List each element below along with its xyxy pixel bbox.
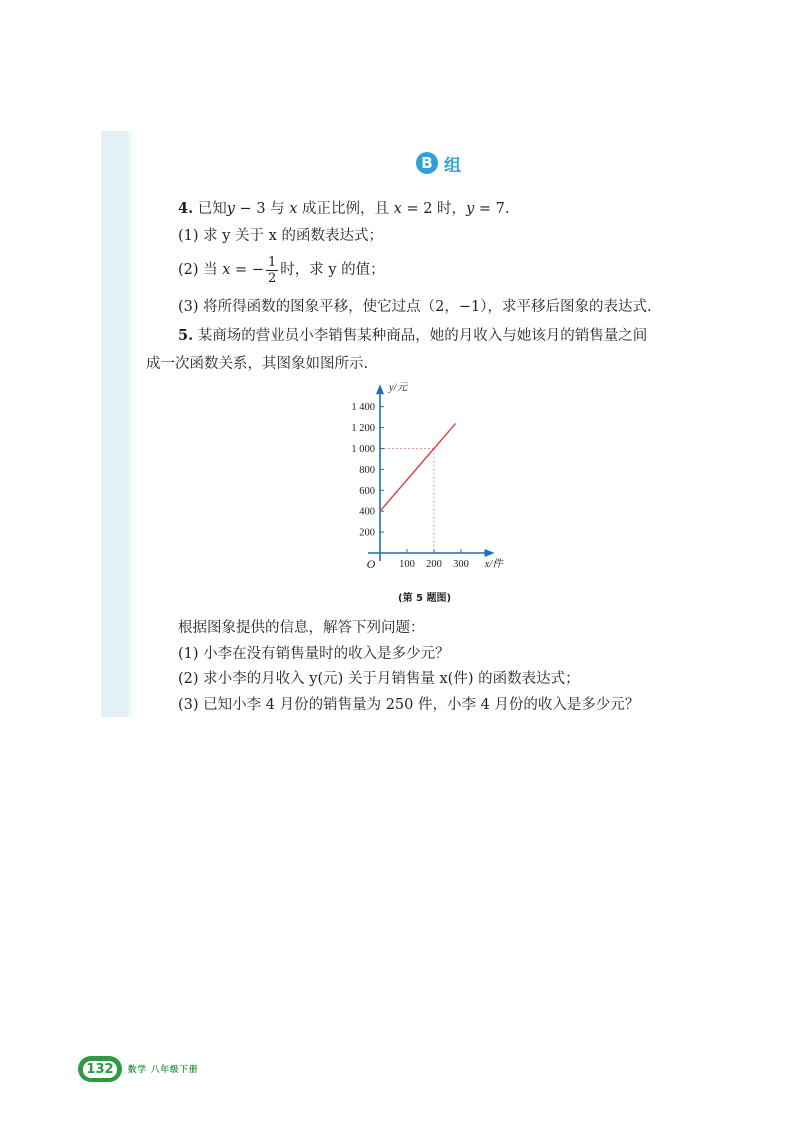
problem4-q2-text-a: (2) 当 (178, 262, 223, 278)
y-tick-label: 1 000 (351, 444, 375, 455)
problem5-q2: (2) 求小李的月收入 y(元) 关于月销售量 x(件) 的函数表达式； (178, 671, 580, 687)
y-axis-arrow (376, 384, 384, 394)
group-header (416, 150, 461, 176)
problem5-q1: (1) 小李在没有销售量时的收入是多少元？ (178, 646, 450, 662)
x-axis-arrow (485, 549, 495, 557)
side-band (101, 131, 129, 717)
problem5-stem-text1: 某商场的营业员小李销售某种商品，她的月收入与她该月的销售量之间 (197, 328, 648, 344)
y-tick-label: 1 200 (351, 423, 375, 435)
problem4-var-x2: x (393, 201, 402, 217)
problem5-number: 5. (178, 327, 194, 344)
problem4-q2-var: x (222, 262, 231, 278)
problem4-stem-text-d: = 2 时， (401, 201, 467, 217)
page-number-badge (78, 1056, 122, 1082)
problem4-var-y2: y (466, 201, 475, 217)
book-title: 数学 八年级下册 (128, 1065, 199, 1075)
problem4-stem-text-b: − 3 与 (234, 201, 290, 217)
y-axis-label: y/元 (389, 382, 408, 394)
page-number: 132 (83, 1061, 116, 1078)
group-label: 组 (444, 155, 461, 176)
problem5-stem-line1 (178, 326, 647, 346)
problem4-q1: (1) 求 y 关于 x 的函数表达式； (178, 228, 383, 244)
problem4-number: 4. (178, 200, 194, 217)
problem4-stem (178, 199, 509, 219)
fraction-numerator: 1 (267, 254, 277, 270)
problem4-var-x: x (289, 201, 298, 217)
x-axis-label: x/件 (484, 559, 503, 570)
side-band-fade (129, 131, 138, 717)
fraction-denominator: 2 (267, 270, 277, 286)
problem5-stem-line2: 成一次函数关系，其图象如图所示. (146, 356, 369, 372)
problem4-var-y: y (226, 201, 235, 217)
line-chart (338, 375, 508, 575)
y-tick-label: 400 (359, 506, 375, 518)
y-tick-label: 200 (359, 527, 375, 539)
series-line (380, 423, 456, 511)
x-tick-label: 100 (399, 559, 415, 570)
page-footer (78, 1055, 198, 1083)
x-tick-label: 300 (453, 559, 469, 570)
y-tick-label: 600 (359, 485, 375, 497)
problem4-stem-text-e: = 7. (474, 201, 510, 217)
problem4-q2-text-c: 时，求 y 的值； (280, 262, 385, 278)
chart-caption: (第 5 题图) (398, 593, 452, 604)
problem4-q2 (178, 252, 385, 288)
fraction-half (266, 255, 278, 286)
chart-svg (338, 375, 508, 575)
x-tick-label: 200 (426, 559, 442, 570)
problem4-q2-text-b: = − (230, 262, 264, 278)
problem4-stem-text-c: 成正比例，且 (297, 201, 394, 217)
group-badge: B (416, 152, 438, 174)
problem4-q3: (3) 将所得函数的图象平移，使它过点（2，−1），求平移后图象的表达式. (178, 299, 652, 315)
problem4-stem-text-a: 已知 (197, 201, 227, 217)
y-tick-label: 800 (359, 464, 375, 476)
y-tick-label: 1 400 (351, 402, 375, 414)
origin-label: O (366, 557, 376, 571)
problem5-intro: 根据图象提供的信息，解答下列问题： (178, 620, 425, 636)
problem5-q3: (3) 已知小李 4 月份的销售量为 250 件，小李 4 月份的收入是多少元？ (178, 697, 640, 713)
